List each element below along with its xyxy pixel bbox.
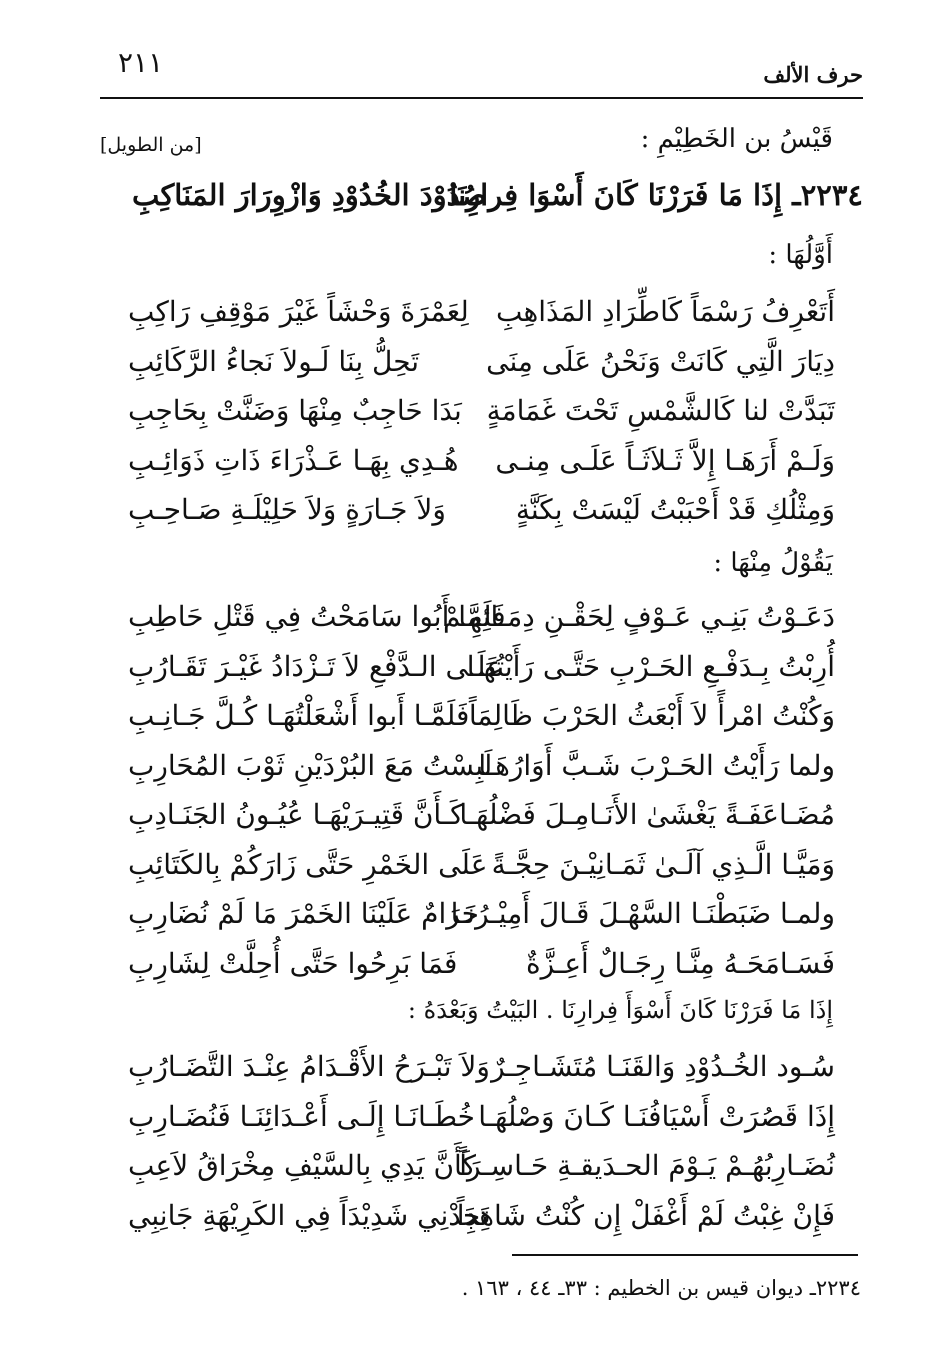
verse bbox=[100, 1149, 863, 1199]
hemistich: ولمـا ضَبَطْنَـا السَّهْـلَ قَـالَ أَمِيْـرُنَـا bbox=[450, 897, 835, 930]
poet-name: قَيْسُ بن الخَطِيْمِ : bbox=[640, 124, 833, 154]
verse-group-2 bbox=[100, 600, 863, 996]
hemistich: إِذَا قَصُرَتْ أَسْيَافُنَـا كَـانَ وَصْلُهَـا bbox=[478, 1099, 835, 1133]
verse bbox=[100, 493, 863, 543]
entry-verse bbox=[100, 178, 863, 230]
verse bbox=[100, 1100, 863, 1150]
section-label: يَقُوْلُ مِنْهَا : bbox=[713, 548, 833, 578]
hemistich: كَـأَنَّ قَتِيـرَيْهَـا عُيُـونُ الجَنَـادِبِ bbox=[128, 798, 464, 831]
verse bbox=[100, 1050, 863, 1100]
verse bbox=[100, 345, 863, 395]
hemistich: فَإِنْ غِبْتُ لَمْ أَغْفَلْ إِن كُنْتُ شَاهِدَاً bbox=[456, 1198, 835, 1232]
hemistich: وَكُنْتُ امْرأً لاَ أَبْعَثُ الحَرْبَ ظَالِمَاً bbox=[468, 699, 835, 732]
verse bbox=[100, 848, 863, 898]
hemistich: فَلَمَّا أَبُوا سَامَحْتُ فِي قَتْلِ حَاطِبِ bbox=[128, 600, 506, 633]
footnote-rule bbox=[512, 1254, 858, 1256]
header-rule bbox=[100, 97, 863, 99]
hemistich: مُضَـاعَفَـةً يَغْشَىٰ الأَنَـامِـلَ فَضْلُهَـا bbox=[459, 798, 835, 831]
hemistich: تَبَدَّتْ لنا كَالشَّمْسِ تَحْتَ غَمَامَةٍ bbox=[486, 394, 835, 427]
footnote: ٢٢٣٤ـ ديوان قيس بن الخطيم : ٣٣ـ ٤٤ ، ١٦٣ . bbox=[461, 1276, 861, 1300]
verse-group-3 bbox=[100, 1050, 863, 1248]
verse bbox=[100, 947, 863, 997]
hemistich: تَحِلُّ بِنَا لَـولاَ نَجاءُ الرَّكَائِبِ bbox=[128, 344, 420, 378]
hemistich: وَلاَ تَبْـرَحُ الأَقْـدَامُ عِنْـدَ التَّضَـارُبِ bbox=[128, 1050, 490, 1083]
entry-hemistich-2: صُدُوْدَ الخُدُوْدِ وَازْوِرَارَ المَنَاكِبِ bbox=[132, 178, 487, 212]
hemistich: سُـود الخُـدُوْدِ وَالقَنَـا مُتَشَـاجِـرٌ bbox=[491, 1050, 835, 1083]
hemistich: بَدَا حَاجِبٌ مِنْهَا وَضَنَّتْ بِحَاجِبِ bbox=[128, 394, 462, 427]
hemistich: خُطَـانَـا إِلَـى أَعْـدَائِنَـا فَنُضَـارِبِ bbox=[128, 1099, 475, 1133]
hemistich: كَأَنَّ يَدِي بِالسَّيْفِ مِخْرَاقُ لاَعِبِ bbox=[128, 1149, 476, 1182]
verse bbox=[100, 1199, 863, 1249]
meter-label: [من الطويل] bbox=[100, 134, 202, 156]
page-number: ٢١١ bbox=[118, 46, 164, 79]
hemistich: عَلَى الخَمْرِ حَتَّى زَارَكُمْ بِالكَتَائِبِ bbox=[128, 847, 488, 881]
verse bbox=[100, 798, 863, 848]
verse-group-1 bbox=[100, 295, 863, 543]
hemistich: لَبِسْتُ مَعَ البُرْدَيْنِ ثَوْبَ المُحَارِبِ bbox=[128, 748, 493, 782]
hemistich: دِيَارَ الَّتِي كَانَتْ وَنَحْنُ عَلَى مِنَى bbox=[486, 344, 835, 378]
hemistich: وَلَـمْ أَرَهَـا إِلاَّ ثَـلاَثَـاً عَلَـى مِنـى bbox=[495, 443, 835, 477]
prose-line: إِذَا مَا فَرَرْنَا كَانَ أَسْوَأَ فِرارِنَا . البَيْتُ وَبَعْدَهُ : bbox=[407, 996, 833, 1024]
hemistich: لِعَمْرَةَ وَحْشَاً غَيْرَ مَوْقِفِ رَاكِبِ bbox=[128, 295, 469, 328]
hemistich: دَعَـوْتُ بَنِـي عَـوْفٍ لِحَقْـنِ دِمَـائِهِـمْ bbox=[442, 600, 835, 633]
verse bbox=[100, 650, 863, 700]
verse bbox=[100, 749, 863, 799]
hemistich: عَلَـى الـدَّفْعِ لاَ تَـزْدَادُ غَيْـرَ تَقَـارُبِ bbox=[128, 649, 503, 683]
verse bbox=[100, 600, 863, 650]
hemistich: فَمَا بَرِحُوا حَتَّى أُحِلَّتْ لِشَارِبِ bbox=[128, 946, 458, 980]
hemistich: نُضَـارِبُهُـمْ يَـوْمَ الحـدَيقـةِ حَـاسِـرَاً bbox=[459, 1149, 835, 1182]
hemistich: تَجِدْنِي شَدِيْدَاً فِي الكَرِيْهَةِ جَانِبِي bbox=[128, 1198, 489, 1232]
hemistich: أُرِبْتُ بِـدَفْـعِ الحَـرْبِ حَتَّـى رَأَيْتُهَـا bbox=[466, 649, 835, 683]
hemistich: أَتَعْرِفُ رَسْمَاً كَاطِّرَادِ المَذَاهِبِ bbox=[495, 295, 835, 328]
verse bbox=[100, 444, 863, 494]
hemistich: فَلَمَّـا أَبوا أَشْعَلْتُهَـا كُـلَّ جَـانِـبِ bbox=[128, 699, 470, 732]
hemistich: وَمِثْلُكِ قَدْ أَحْبَبْتُ لَيْسَتْ بِكَنَّةٍ bbox=[515, 493, 835, 526]
verse bbox=[100, 394, 863, 444]
hemistich: وَلاَ جَـارَةٍ وَلاَ حَلِيْلَـةِ صَـاحِـبِ bbox=[128, 493, 446, 526]
hemistich: ولما رَأَيْتُ الحَـرْبَ شَـبَّ أَوَارُهَـا bbox=[478, 748, 835, 782]
verse bbox=[100, 897, 863, 947]
hemistich: هُـدِي بِهَـا عَـذْرَاءَ ذَاتِ ذَوَائِـبِ bbox=[128, 443, 459, 477]
chapter-title: حرف الألف bbox=[763, 62, 863, 87]
hemistich: وَمَيَّـا الَّـذِي آلَـىٰ ثَمَـانِيْـنَ حِجَّـةً bbox=[491, 847, 835, 881]
hemistich: حَرَامٌ عَلَيْنَا الخَمْرَ مَا لَمْ نُضَارِبِ bbox=[128, 897, 479, 930]
verse bbox=[100, 295, 863, 345]
hemistich: فَسَـامَحَـهُ مِنَّـا رِجَـالٌ أَعِـزَّةٌ bbox=[526, 946, 835, 980]
section-label: أَوَّلُهَا : bbox=[768, 240, 833, 270]
verse bbox=[100, 699, 863, 749]
entry-hemistich-1: ٢٢٣٤ـ إِذَا مَا فَرَرْنَا كَانَ أَسْوَا فِرارِنَا bbox=[449, 178, 863, 212]
